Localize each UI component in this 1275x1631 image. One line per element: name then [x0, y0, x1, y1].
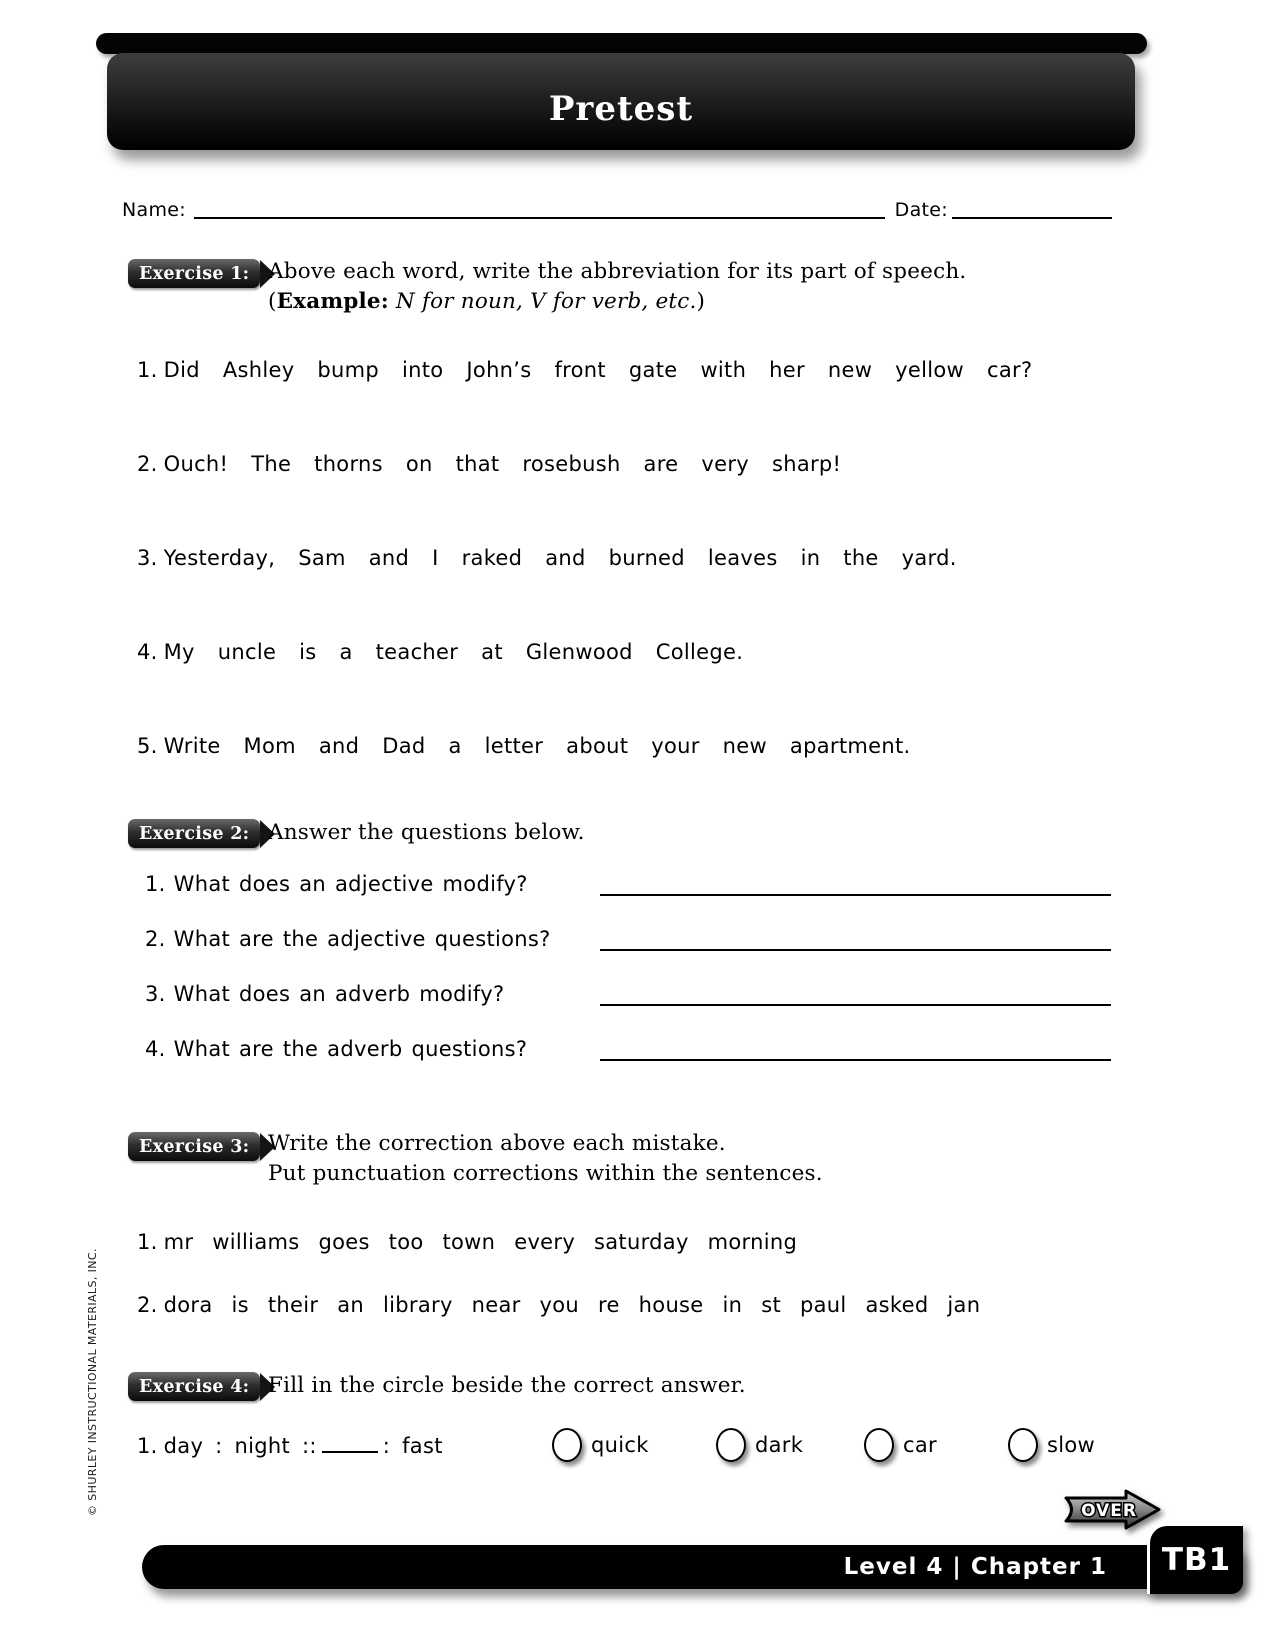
exercise4-badge — [128, 1372, 260, 1401]
exercise1-instruction — [268, 257, 966, 317]
answer-option-label: dark — [755, 1433, 804, 1457]
answer-option — [716, 1428, 803, 1462]
answer-circle-icon[interactable] — [716, 1428, 746, 1462]
copyright-text: © SHURLEY INSTRUCTIONAL MATERIALS, INC. — [86, 1248, 99, 1516]
name-label: Name: — [122, 199, 186, 221]
answer-circle-icon[interactable] — [1008, 1428, 1038, 1462]
exercise3-sentence: 1. mr williams goes too town every saturday morning — [137, 1230, 798, 1254]
exercise1-instruction-line1: Above each word, write the abbreviation for its part of speech. — [268, 259, 967, 284]
header-top-bar — [96, 33, 1147, 54]
exercise3-badge-label: Exercise 3: — [139, 1136, 250, 1157]
exercise2-question-row: 1. What does an adjective modify? — [145, 872, 1111, 896]
answer-option — [552, 1428, 649, 1462]
page-number-label: TB1 — [1161, 1542, 1232, 1578]
exercise2-badge — [128, 819, 260, 848]
exercise3-badge — [128, 1132, 260, 1161]
example-label: Example: — [276, 289, 389, 314]
exercise2-question-row: 2. What are the adjective questions? — [145, 927, 1111, 951]
exercise1-example-line: (Example: N for noun, V for verb, etc.) — [268, 289, 706, 314]
exercise4-question: 1. day : night :: : fast — [137, 1434, 443, 1458]
exercise1-sentence: 1. Did Ashley bump into John’s front gate with her new yellow car? — [137, 358, 1033, 382]
answer-circle-icon[interactable] — [552, 1428, 582, 1462]
exercise2-question-row: 3. What does an adverb modify? — [145, 982, 1111, 1006]
page-number-tab — [1147, 1523, 1243, 1594]
example-text: N for noun, V for verb, etc. — [395, 289, 697, 314]
over-label: OVER — [1081, 1501, 1137, 1521]
exercise2-question-row: 4. What are the adverb questions? — [145, 1037, 1111, 1061]
exercise4-instruction: Fill in the circle beside the correct answer. — [268, 1373, 746, 1398]
level-chapter-label: Level 4 | Chapter 1 — [843, 1554, 1107, 1580]
exercise3-instruction-line2: Put punctuation corrections within the sentences. — [268, 1161, 823, 1186]
answer-option-label: slow — [1047, 1433, 1095, 1457]
exercise1-sentence: 3. Yesterday, Sam and I raked and burned leaves in the yard. — [137, 546, 957, 570]
over-arrow-icon — [1058, 1486, 1164, 1532]
answer-line[interactable] — [600, 1039, 1111, 1061]
answer-line[interactable] — [600, 929, 1111, 951]
exercise3-instruction-line1: Write the correction above each mistake. — [268, 1131, 726, 1156]
exercise1-sentence: 4. My uncle is a teacher at Glenwood College. — [137, 640, 744, 664]
footer-bar — [142, 1545, 1243, 1589]
name-date-row — [122, 199, 1112, 221]
exercise3-instruction — [268, 1129, 823, 1189]
analogy-blank[interactable] — [322, 1435, 378, 1453]
answer-circle-icon[interactable] — [864, 1428, 894, 1462]
page-title: Pretest — [548, 88, 694, 129]
answer-option — [864, 1428, 937, 1462]
exercise1-sentence: 5. Write Mom and Dad a letter about your new apartment. — [137, 734, 911, 758]
answer-line[interactable] — [600, 874, 1111, 896]
answer-option-label: car — [903, 1433, 937, 1457]
exercise2-instruction: Answer the questions below. — [268, 820, 585, 845]
exercise4-badge-label: Exercise 4: — [139, 1376, 250, 1397]
date-input-line[interactable] — [952, 199, 1112, 219]
answer-line[interactable] — [600, 984, 1111, 1006]
exercise2-badge-label: Exercise 2: — [139, 823, 250, 844]
exercise1-badge — [128, 259, 260, 288]
name-input-line[interactable] — [194, 199, 885, 219]
title-banner — [107, 53, 1135, 150]
exercise1-badge-label: Exercise 1: — [139, 263, 250, 284]
answer-option — [1008, 1428, 1095, 1462]
date-label: Date: — [894, 199, 948, 221]
exercise1-sentence: 2. Ouch! The thorns on that rosebush are very sharp! — [137, 452, 842, 476]
exercise3-sentence: 2. dora is their an library near you re house in st paul asked jan — [137, 1293, 981, 1317]
answer-option-label: quick — [591, 1433, 649, 1457]
